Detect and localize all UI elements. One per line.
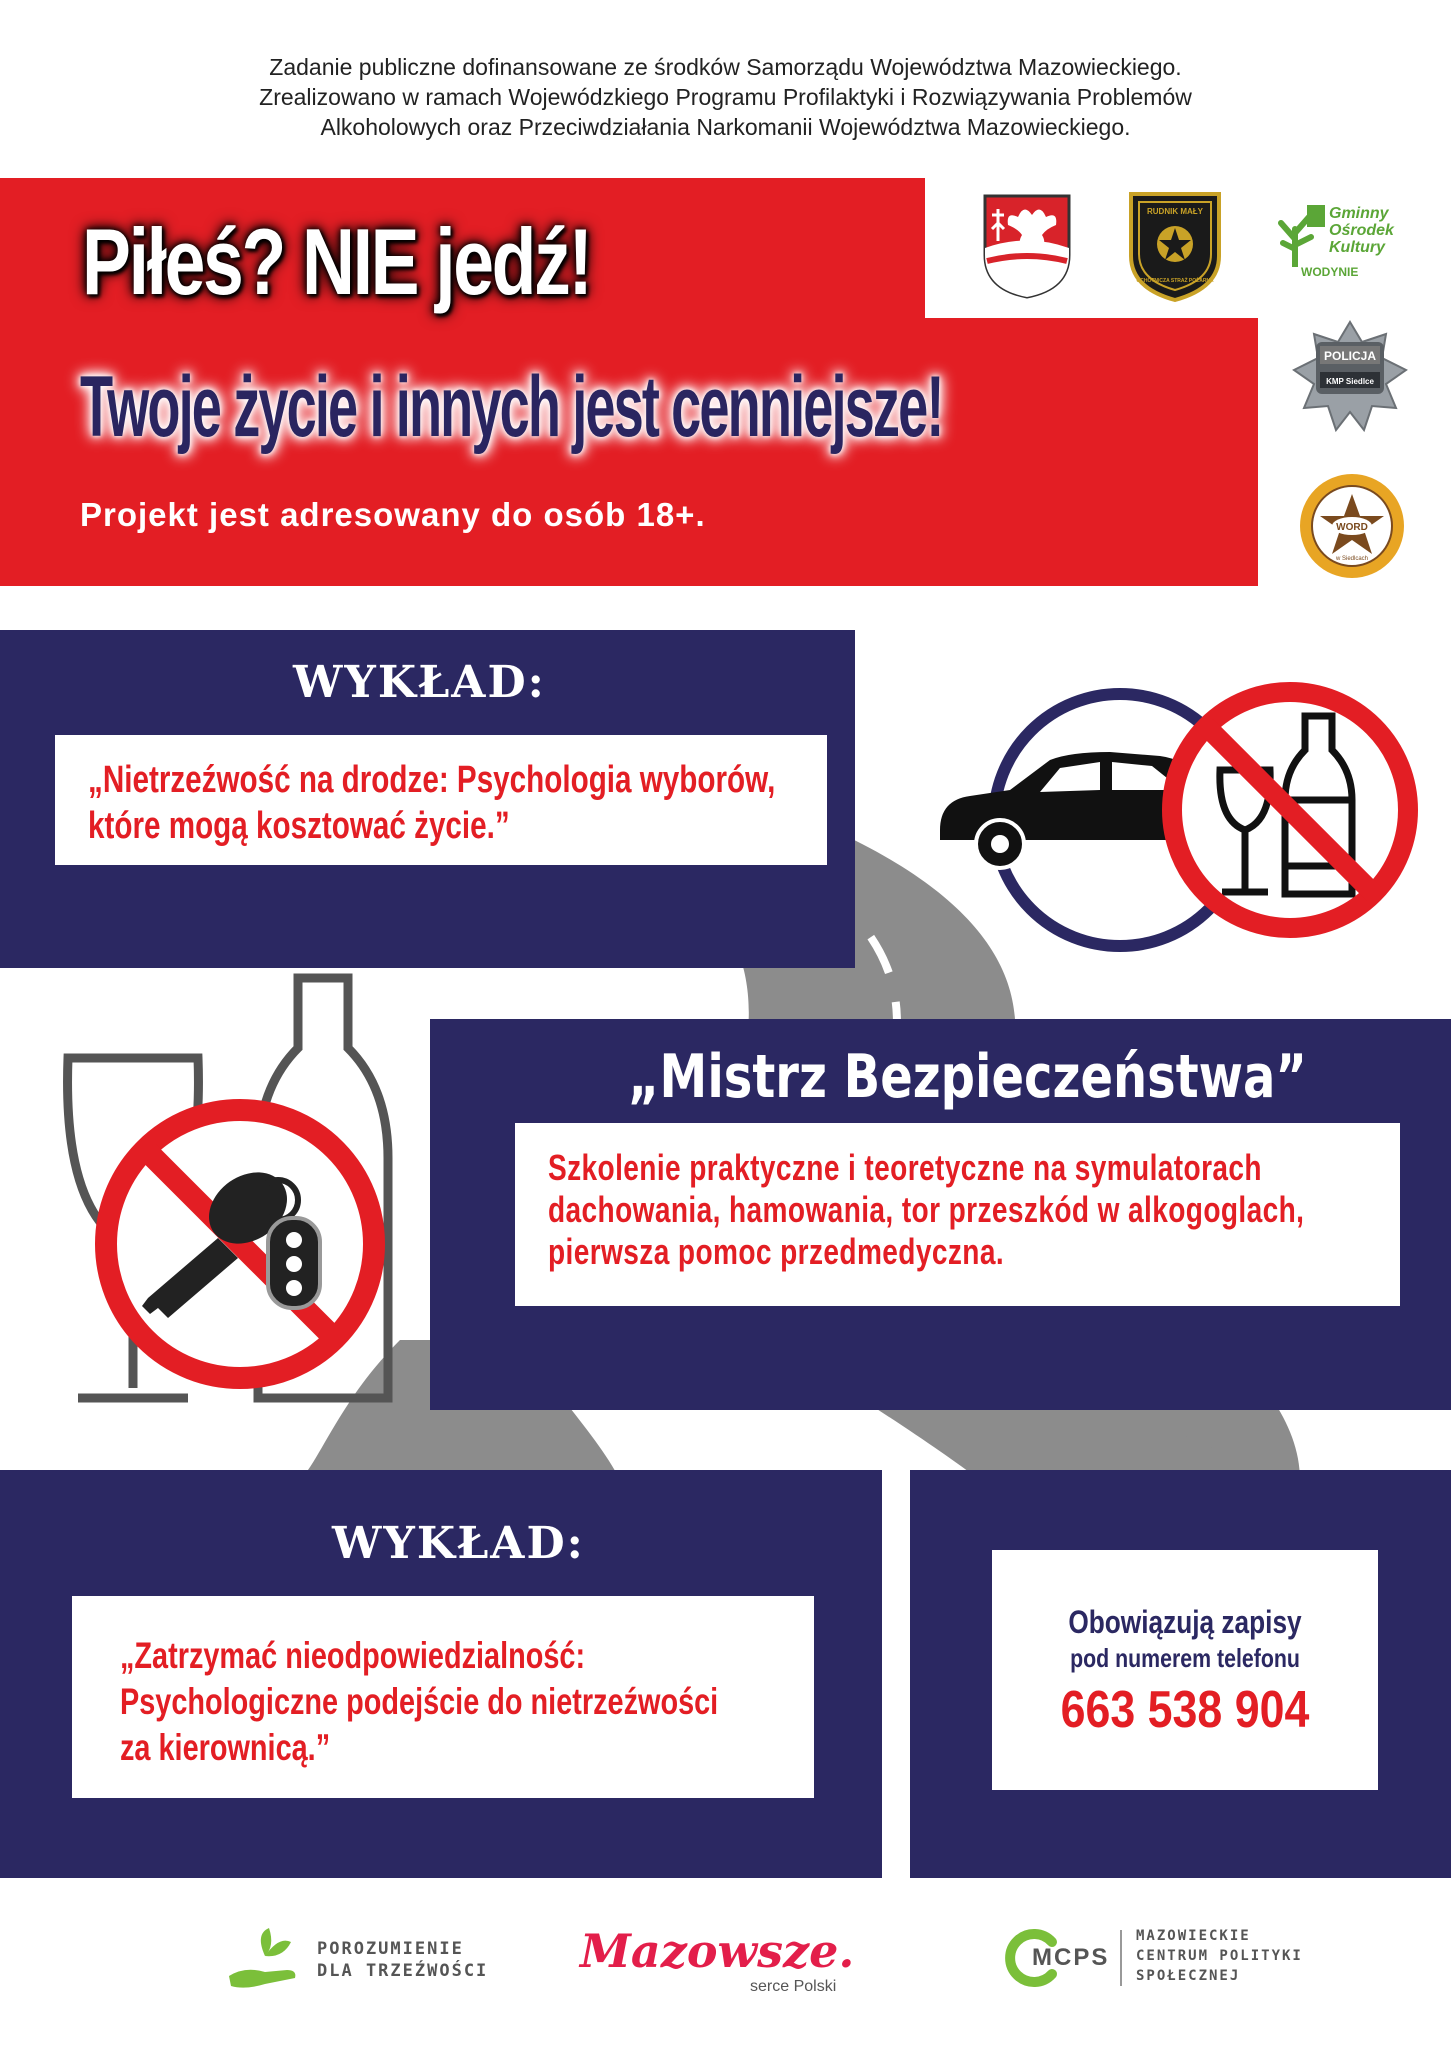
master-description bbox=[548, 1147, 1304, 1273]
porozumienie-logo bbox=[225, 1926, 515, 1992]
lecture-2-topic bbox=[120, 1633, 718, 1771]
word-label: WORD bbox=[1336, 522, 1368, 533]
funding-line-3: Alkoholowych oraz Przeciwdziałania Narkomanii Województwa Mazowieckiego. bbox=[320, 114, 1131, 140]
lecture-2-line-2: Psychologiczne podejście do nietrzeźwości bbox=[120, 1681, 719, 1722]
mcps-divider bbox=[1120, 1930, 1122, 1986]
mazowsze-name: Mazowsze. bbox=[580, 1924, 855, 1978]
signup-phone: 663 538 904 bbox=[1060, 1681, 1310, 1739]
lecture-1-title: WYKŁAD: bbox=[293, 657, 546, 708]
lecture-2-title: WYKŁAD: bbox=[332, 1518, 585, 1569]
word-badge-icon bbox=[1298, 472, 1406, 580]
master-title: „Mistrz Bezpieczeństwa” bbox=[628, 1042, 1307, 1112]
funding-line-1: Zadanie publiczne dofinansowane ze środków Samorządu Województwa Mazowieckiego. bbox=[269, 54, 1182, 80]
lecture-1-line-1: „Nietrzeźwość na drodze: Psychologia wyborów, bbox=[88, 759, 776, 801]
signup-text bbox=[992, 1603, 1378, 1675]
word-city: w Siedlcach bbox=[1335, 556, 1369, 562]
fire-brigade-name: RUDNIK MAŁY bbox=[1147, 207, 1203, 216]
audience-note: Projekt jest adresowany do osób 18+. bbox=[80, 496, 706, 533]
master-line-3: pierwsza pomoc przedmedyczna. bbox=[548, 1231, 1005, 1272]
police-star-icon bbox=[1290, 318, 1410, 438]
funding-note bbox=[0, 52, 1451, 142]
mazowsze-tagline: serce Polski bbox=[750, 1978, 837, 1995]
fire-brigade-emblem-icon bbox=[1127, 190, 1223, 302]
mazowsze-logo bbox=[580, 1926, 880, 2006]
police-unit: KMP Siedlce bbox=[1326, 377, 1374, 386]
hand-sprout-icon bbox=[225, 1926, 305, 1992]
lecture-1-topic bbox=[88, 757, 775, 849]
funding-line-2: Zrealizowano w ramach Wojewódzkiego Programu Profilaktyki i Rozwiązywania Problemów bbox=[259, 84, 1192, 110]
mcps-line-1: MAZOWIECKIE bbox=[1136, 1928, 1251, 1944]
master-line-2: dachowania, hamowania, tor przeszkód w alkogoglach, bbox=[548, 1189, 1305, 1230]
porozumienie-line-1: POROZUMIENIE bbox=[317, 1939, 464, 1959]
gok-place: WODYNIE bbox=[1301, 265, 1359, 279]
porozumienie-line-2: DLA TRZEŹWOŚCI bbox=[317, 1961, 489, 1981]
mcps-line-3: SPOŁECZNEJ bbox=[1136, 1968, 1241, 1984]
headline: Piłeś? NIE jedź! bbox=[82, 209, 591, 314]
mcps-abbr: MCPS bbox=[1032, 1944, 1110, 1971]
master-line-1: Szkolenie praktyczne i teoretyczne na symulatorach bbox=[548, 1147, 1262, 1188]
car-no-alcohol-signs bbox=[900, 680, 1420, 970]
gok-line-1: Gminny bbox=[1329, 205, 1389, 222]
no-drink-drive-sign bbox=[58, 968, 418, 1418]
lecture-2-line-1: „Zatrzymać nieodpowiedzialność: bbox=[120, 1635, 586, 1676]
lecture-2-line-3: za kierownicą.” bbox=[120, 1727, 331, 1768]
lecture-1-line-2: które mogą kosztować życie.” bbox=[88, 805, 510, 847]
gok-line-2: Ośrodek bbox=[1329, 222, 1394, 239]
gok-line-3: Kultury bbox=[1329, 239, 1385, 256]
coat-of-arms-icon bbox=[982, 193, 1072, 299]
fire-brigade-subtitle: OCHOTNICZA STRAŻ POŻARNA bbox=[1136, 278, 1214, 284]
subheadline: Twoje życie i innych jest cenniejsze! bbox=[80, 359, 943, 455]
police-label: POLICJA bbox=[1323, 349, 1377, 363]
signup-line-2: pod numerem telefonu bbox=[1070, 1643, 1300, 1673]
gok-logo bbox=[1275, 205, 1415, 285]
mcps-line-2: CENTRUM POLITYKI bbox=[1136, 1948, 1303, 1964]
mcps-logo bbox=[1002, 1926, 1362, 1996]
signup-line-1: Obowiązują zapisy bbox=[1068, 1604, 1302, 1640]
